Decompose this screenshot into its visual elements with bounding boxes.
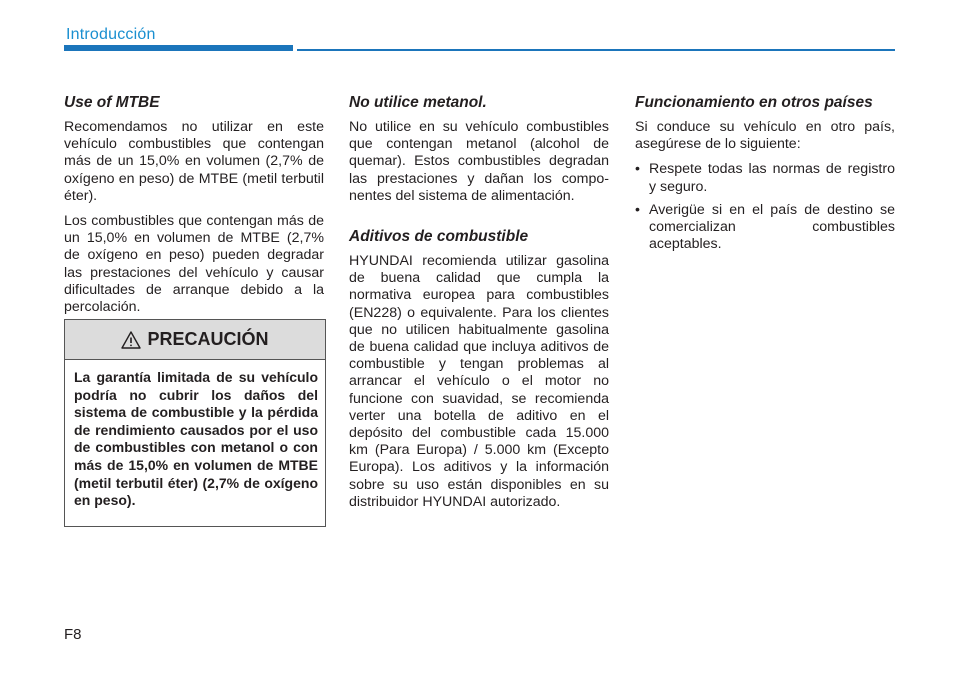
header-rule-thin <box>297 49 895 51</box>
column-3 <box>635 93 895 259</box>
methanol-paragraph: No utilice en su vehículo combustibles que contengan metanol (alcohol de quemar). Estos combustibles degradan las prestaciones y dañan los compo-nentes del sistema de alimentación. <box>349 119 609 204</box>
caution-box <box>64 319 326 527</box>
list-item: • Averigüe si en el país de destino se comercializan combustibles aceptables. <box>635 201 895 253</box>
caution-header <box>65 320 325 360</box>
foreign-countries-intro: Si conduce su vehículo en otro país, asegúrese de lo siguiente: <box>635 119 895 153</box>
page-number: F8 <box>64 626 82 643</box>
foreign-countries-heading: Funcionamiento en otros países <box>635 94 873 111</box>
column-1 <box>64 93 324 324</box>
list-item: • Respete todas las normas de registro y seguro. <box>635 161 895 195</box>
methanol-heading: No utilice metanol. <box>349 94 487 111</box>
header-rule-thick <box>64 45 293 51</box>
caution-title: PRECAUCIÓN <box>147 329 269 349</box>
mtbe-paragraph-1: Recomendamos no utilizar en este vehículo combustibles que contengan más de un 15,0% en volumen (2,7% de oxígeno en peso) de MTBE (metil terbutil éter). <box>64 119 324 204</box>
foreign-countries-list <box>635 161 895 253</box>
warning-triangle-icon <box>121 331 141 349</box>
mtbe-heading: Use of MTBE <box>64 94 160 111</box>
column-2 <box>349 93 609 519</box>
caution-text: La garantía limitada de su vehículo podría no cubrir los daños del sistema de combustible y la pérdida de rendimiento causados por el uso de combustibles con metanol o con más de 15,0% en volumen de MTBE (metil terbutil éter) (2,7% de oxígeno en peso). <box>74 369 318 509</box>
section-title: Introducción <box>66 26 156 43</box>
additives-heading: Aditivos de combustible <box>349 228 529 246</box>
additives-paragraph: HYUNDAI recomienda utilizar gasolina de buena calidad que cumpla la normativa europea para combustibles (EN228) o equivalente. Para los clientes que no utilicen habitualmente gasolina de buena calidad que incluya aditivos de combustible y tengan problemas al arrancar el vehículo o el motor no funcione con suavidad, se recomienda verter una botella de aditivo en el depósito del combustible cada 15.000 km (Para Europa) / 5.000 km (Excepto Europa). Los aditivos y la información sobre su uso están disponibles en su distribuidor HYUNDAI autorizado. <box>349 253 609 510</box>
mtbe-paragraph-2: Los combustibles que contengan más de un 15,0% en volumen de MTBE (2,7% de oxígeno en peso) pueden degradar las prestaciones del vehículo y causar dificultades de arranque debido a la percolación. <box>64 213 324 316</box>
